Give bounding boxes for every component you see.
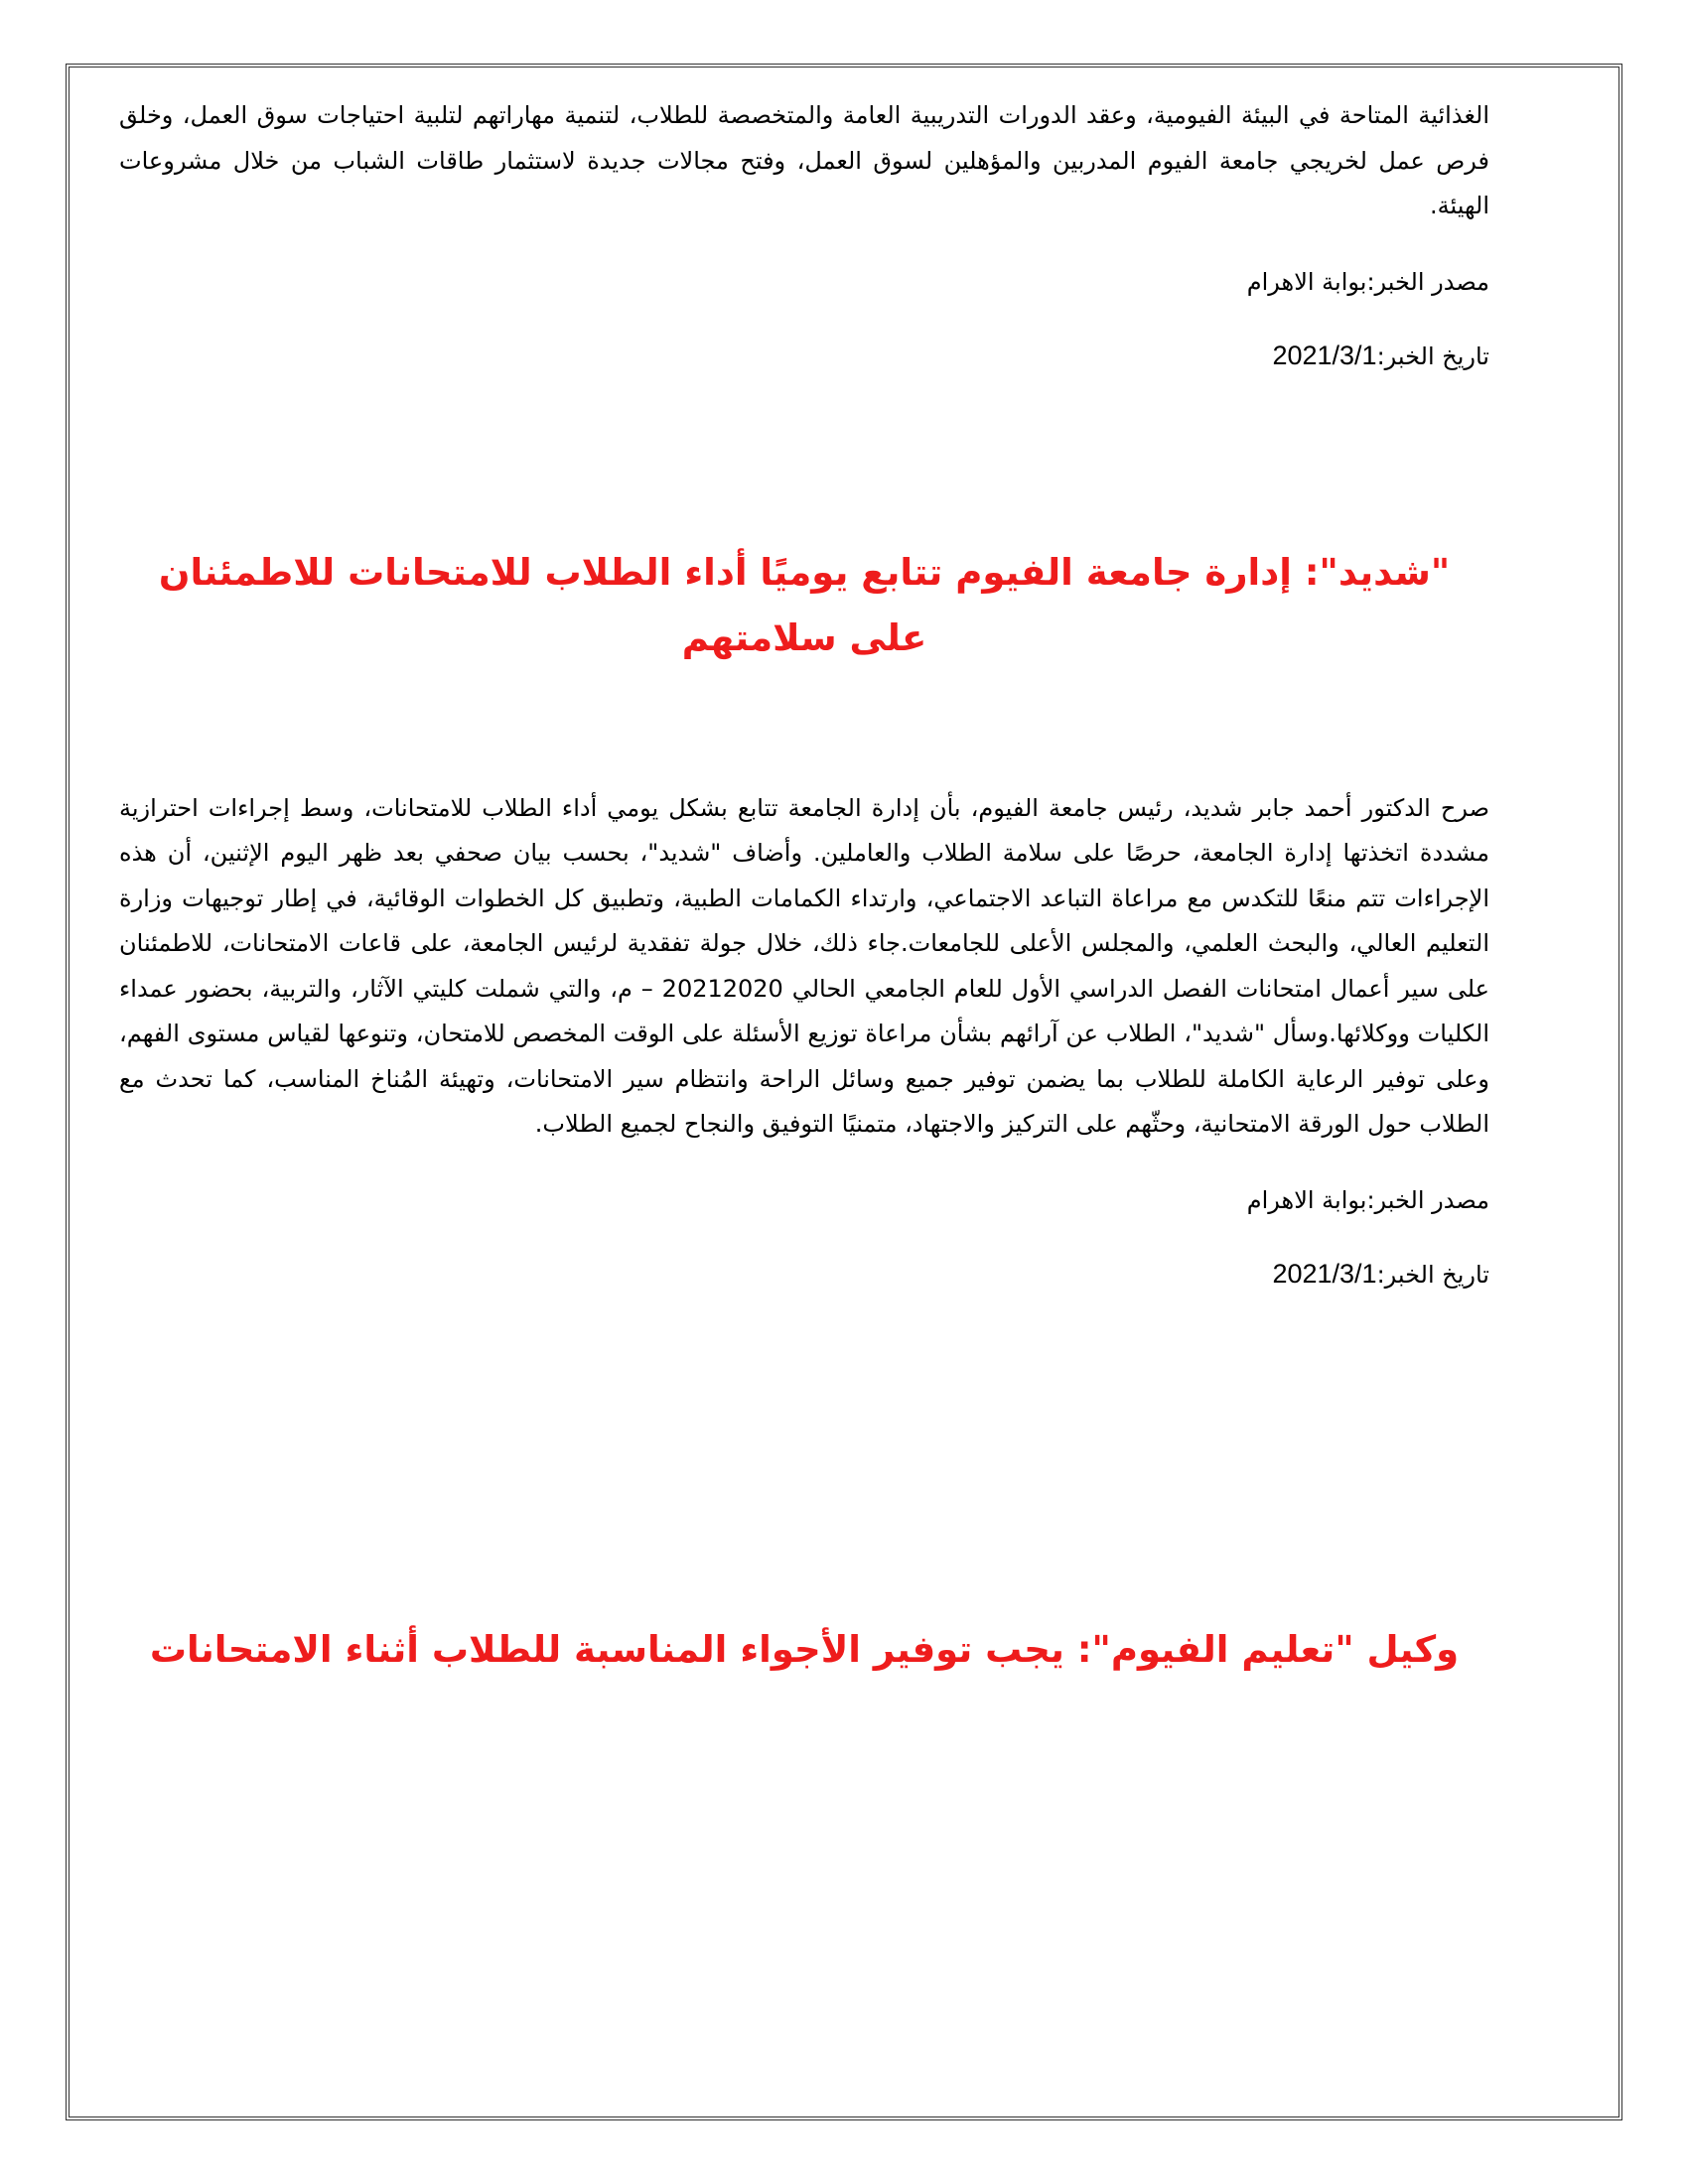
article2-headline: "شديد": إدارة جامعة الفيوم تتابع يوميًا أداء الطلاب للامتحانات للاطمئنان على سلامتهم xyxy=(158,550,1451,659)
source-value: بوابة الاهرام xyxy=(1246,1185,1367,1214)
date-value: 2021/3/1 xyxy=(1272,1258,1377,1289)
article3-headline: وكيل "تعليم الفيوم": يجب توفير الأجواء المناسبة للطلاب أثناء الامتحانات xyxy=(149,1627,1460,1671)
article2-date xyxy=(119,1257,1489,1292)
date-label: تاريخ الخبر: xyxy=(1376,341,1489,370)
article1-source xyxy=(119,265,1489,299)
article1-date xyxy=(119,339,1489,373)
date-label: تاريخ الخبر: xyxy=(1376,1260,1489,1289)
source-value: بوابة الاهرام xyxy=(1246,267,1367,296)
source-label: مصدر الخبر: xyxy=(1366,267,1489,296)
article1-body-tail: الغذائية المتاحة في البيئة الفيومية، وعقد الدورات التدريبية العامة والمتخصصة للطلاب، لتنمية مهاراتهم لتلبية احتياجات سوق العمل، وخلق فرص عمل لخريجي جامعة الفيوم المدربين والمؤهلين لسوق العمل، وفتح مجالات جديدة لاستثمار طاقات الشباب من خلال مشروعات الهيئة. xyxy=(119,101,1489,219)
document-content xyxy=(119,93,1489,1683)
source-label: مصدر الخبر: xyxy=(1366,1185,1489,1214)
article2-source xyxy=(119,1183,1489,1217)
date-value: 2021/3/1 xyxy=(1272,340,1377,370)
article2-body: صرح الدكتور أحمد جابر شديد، رئيس جامعة الفيوم، بأن إدارة الجامعة تتابع بشكل يومي أداء الطلاب للامتحانات، وسط إجراءات احترازية مشددة اتخذتها إدارة الجامعة، حرصًا على سلامة الطلاب والعاملين. وأضاف "شديد"، بحسب بيان صحفي بعد ظهر اليوم الإثنين، أن هذه الإجراءات تتم منعًا للتكدس مع مراعاة التباعد الاجتماعي، وارتداء الكمامات الطبية، وتطبيق كل الخطوات الوقائية، في إطار توجيهات وزارة التعليم العالي، والبحث العلمي، والمجلس الأعلى للجامعات.جاء ذلك، خلال جولة تفقدية لرئيس الجامعة، على قاعات الامتحانات، للاطمئنان على سير أعمال امتحانات الفصل الدراسي الأول للعام الجامعي الحالي 20212020 – م، والتي شملت كليتي الآثار، والتربية، بحضور عمداء الكليات ووكلائها.وسأل "شديد"، الطلاب عن آرائهم بشأن مراعاة توزيع الأسئلة على الوقت المخصص للامتحان، وتنوعها لقياس مستوى الفهم، وعلى توفير الرعاية الكاملة للطلاب بما يضمن توفير جميع وسائل الراحة وانتظام سير الامتحانات، وتهيئة المُناخ المناسب، كما تحدث مع الطلاب حول الورقة الامتحانية، وحثّهم على التركيز والاجتهاد، متمنيًا التوفيق والنجاح لجميع الطلاب. xyxy=(119,793,1489,1138)
